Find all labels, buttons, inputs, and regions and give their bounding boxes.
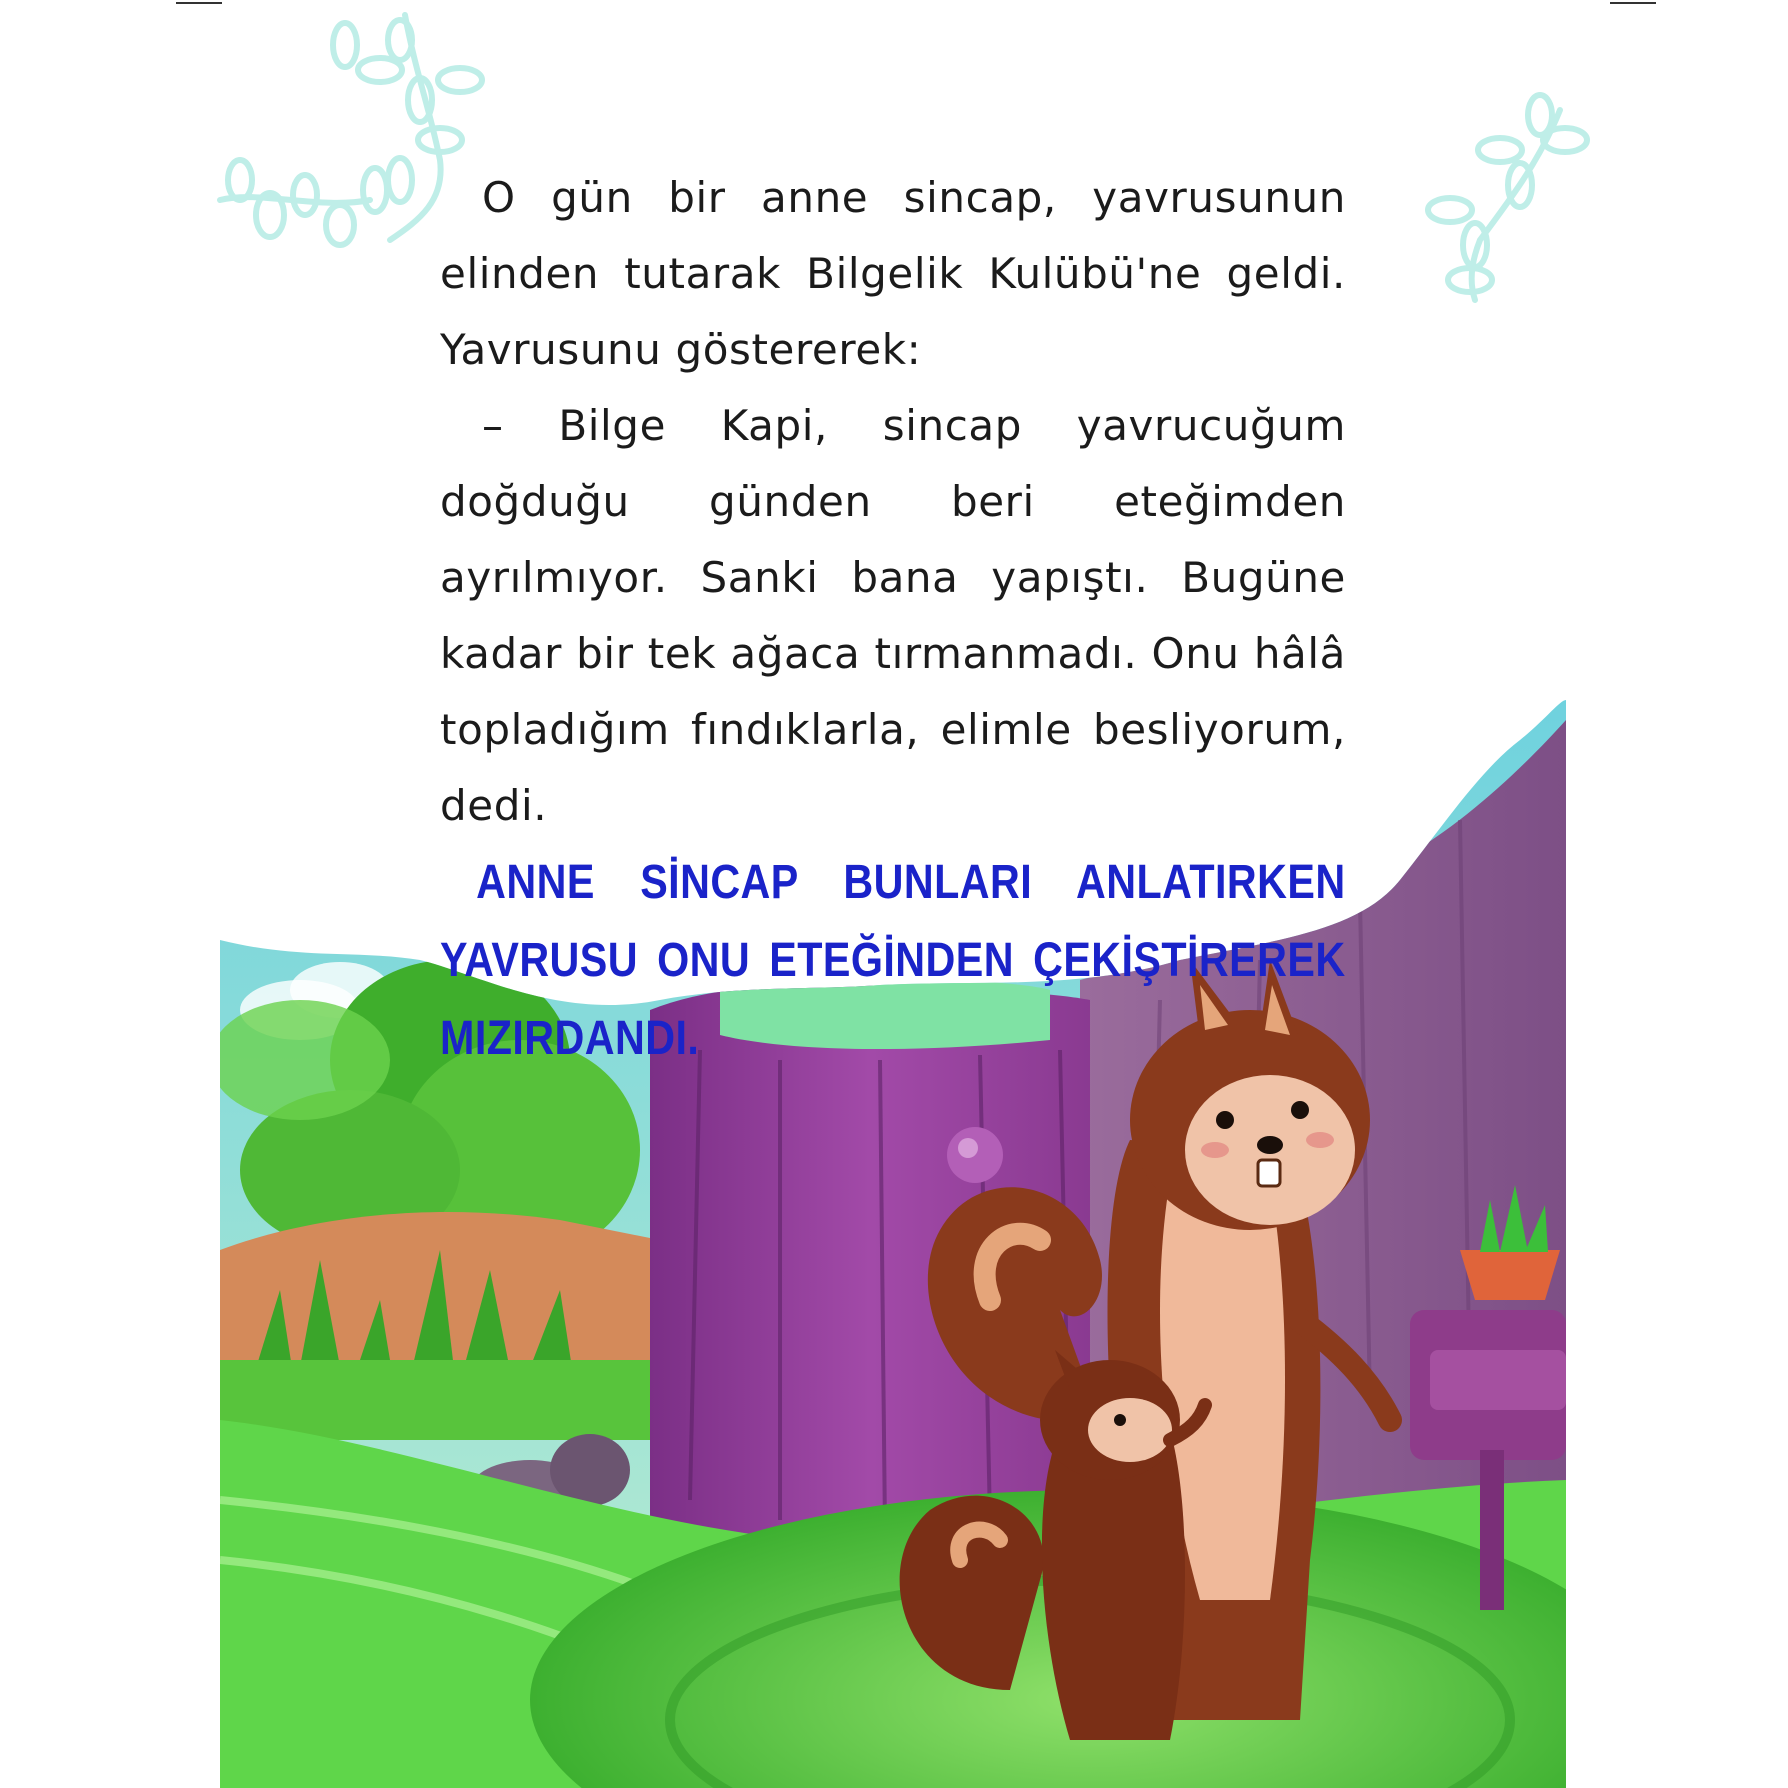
leaf-vine-ornament-right [1428, 95, 1587, 300]
story-paragraph-2: – Bilge Kapi, sincap yavrucuğum doğduğu günden beri eteğimden ayrılmıyor. Sanki bana yapıştı. Bugüne kadar bir tek ağaca tırmanmadı. Onu hâlâ topladığım fındıklarla, elimle besliyorum, dedi. [440, 401, 1346, 830]
story-text [440, 160, 1346, 1078]
story-highlight: ANNE SİNCAP BUNLARI ANLATIRKEN YAVRUSU ONU ETEĞİNDEN ÇEKİŞTİREREK MIZIRDANDI. [440, 856, 1346, 1065]
story-paragraph-1: O gün bir anne sincap, yavrusunun elinden tutarak Bilgelik Kulübü'ne geldi. Yavrusunu göstererek: [440, 173, 1346, 374]
